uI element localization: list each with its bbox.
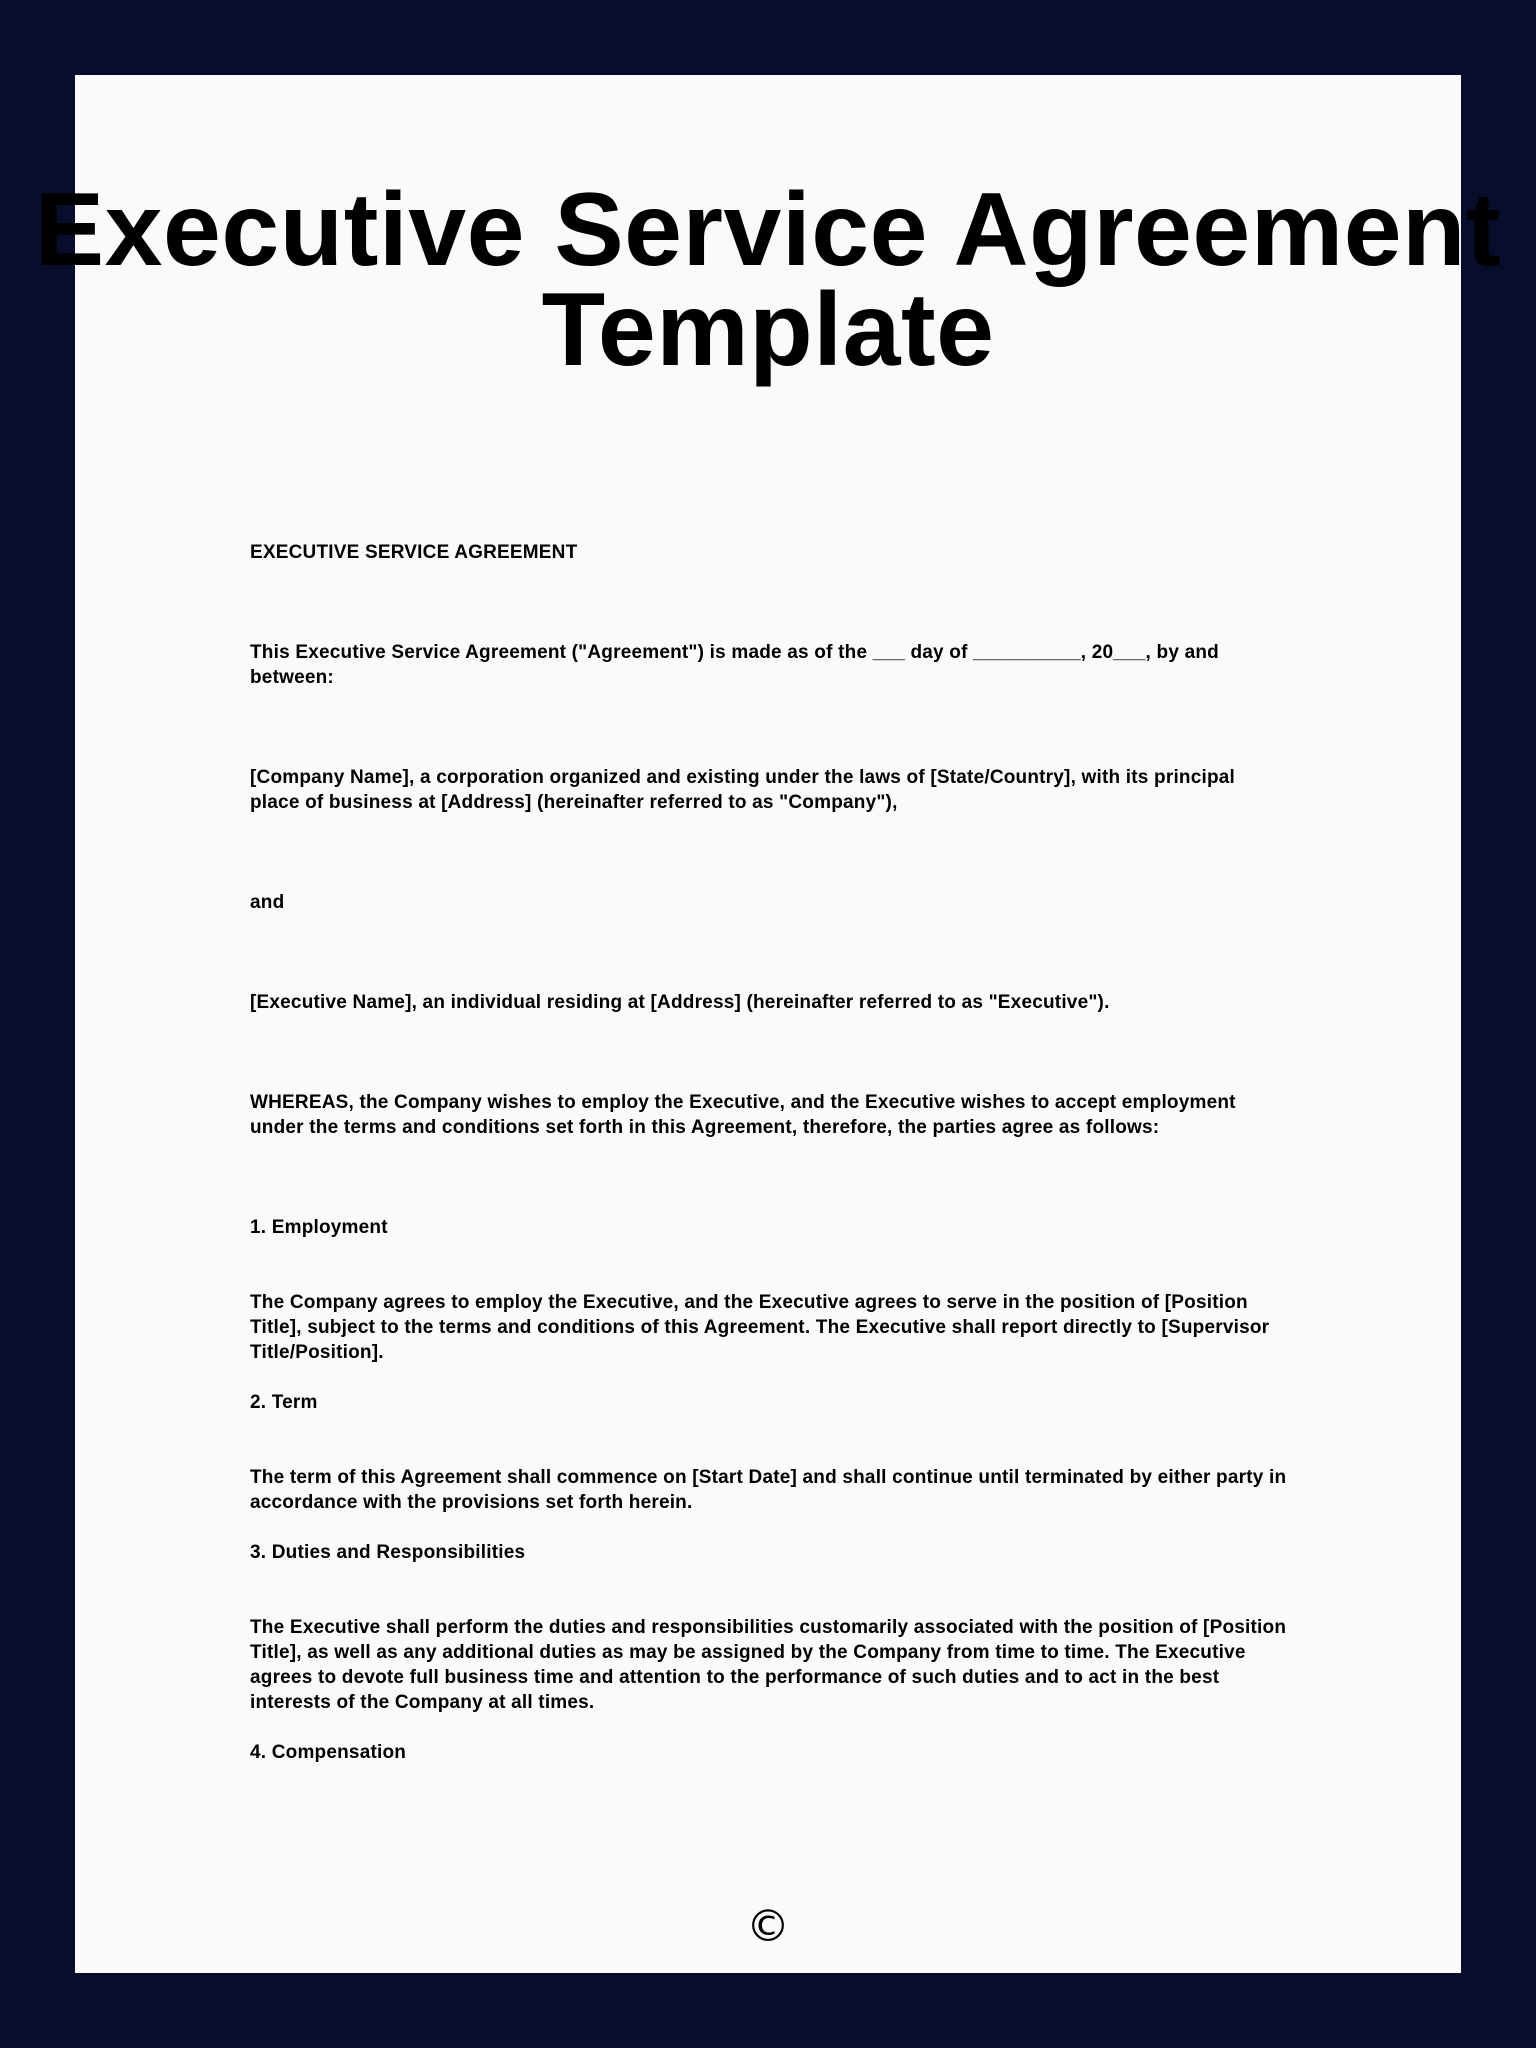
executive-party-paragraph: [Executive Name], an individual residing at [Address] (hereinafter referred to as "Executive"). xyxy=(250,992,1110,1013)
section-text: The term of this Agreement shall commence on [Start Date] and shall continue until terminated by either party in accordance with the provisions set forth herein. xyxy=(250,1467,1287,1513)
agreement-heading: EXECUTIVE SERVICE AGREEMENT xyxy=(250,542,578,563)
document-body xyxy=(250,540,1290,1765)
section-text: The Executive shall perform the duties and responsibilities customarily associated with the position of [Position Title], as well as any additional duties as may be assigned by the Company from time to time. The Executive agrees to devote full business time and attention to the performance of such duties and to act in the best interests of the Company at all times. xyxy=(250,1617,1287,1713)
title-line-2: Template xyxy=(541,272,995,388)
section-heading: 1. Employment xyxy=(250,1217,388,1238)
intro-paragraph: This Executive Service Agreement ("Agreement") is made as of the ___ day of __________, 20___, by and between: xyxy=(250,642,1219,688)
title-line-1: Executive Service Agreement xyxy=(34,172,1502,288)
document-title xyxy=(0,172,1536,388)
whereas-paragraph: WHEREAS, the Company wishes to employ the Executive, and the Executive wishes to accept employment under the terms and conditions set forth in this Agreement, therefore, the parties agree as follows: xyxy=(250,1092,1236,1138)
section-heading: 4. Compensation xyxy=(250,1742,407,1763)
copyright-icon: © xyxy=(746,1901,790,1952)
and-text: and xyxy=(250,892,285,913)
company-party-paragraph: [Company Name], a corporation organized and existing under the laws of [State/Country], with its principal place of business at [Address] (hereinafter referred to as "Company"), xyxy=(250,767,1236,813)
section-text: The Company agrees to employ the Executive, and the Executive agrees to serve in the position of [Position Title], subject to the terms and conditions of this Agreement. The Executive shall report directly to [Supervisor Title/Position]. xyxy=(250,1292,1270,1363)
section-heading: 3. Duties and Responsibilities xyxy=(250,1542,526,1563)
section-heading: 2. Term xyxy=(250,1392,318,1413)
